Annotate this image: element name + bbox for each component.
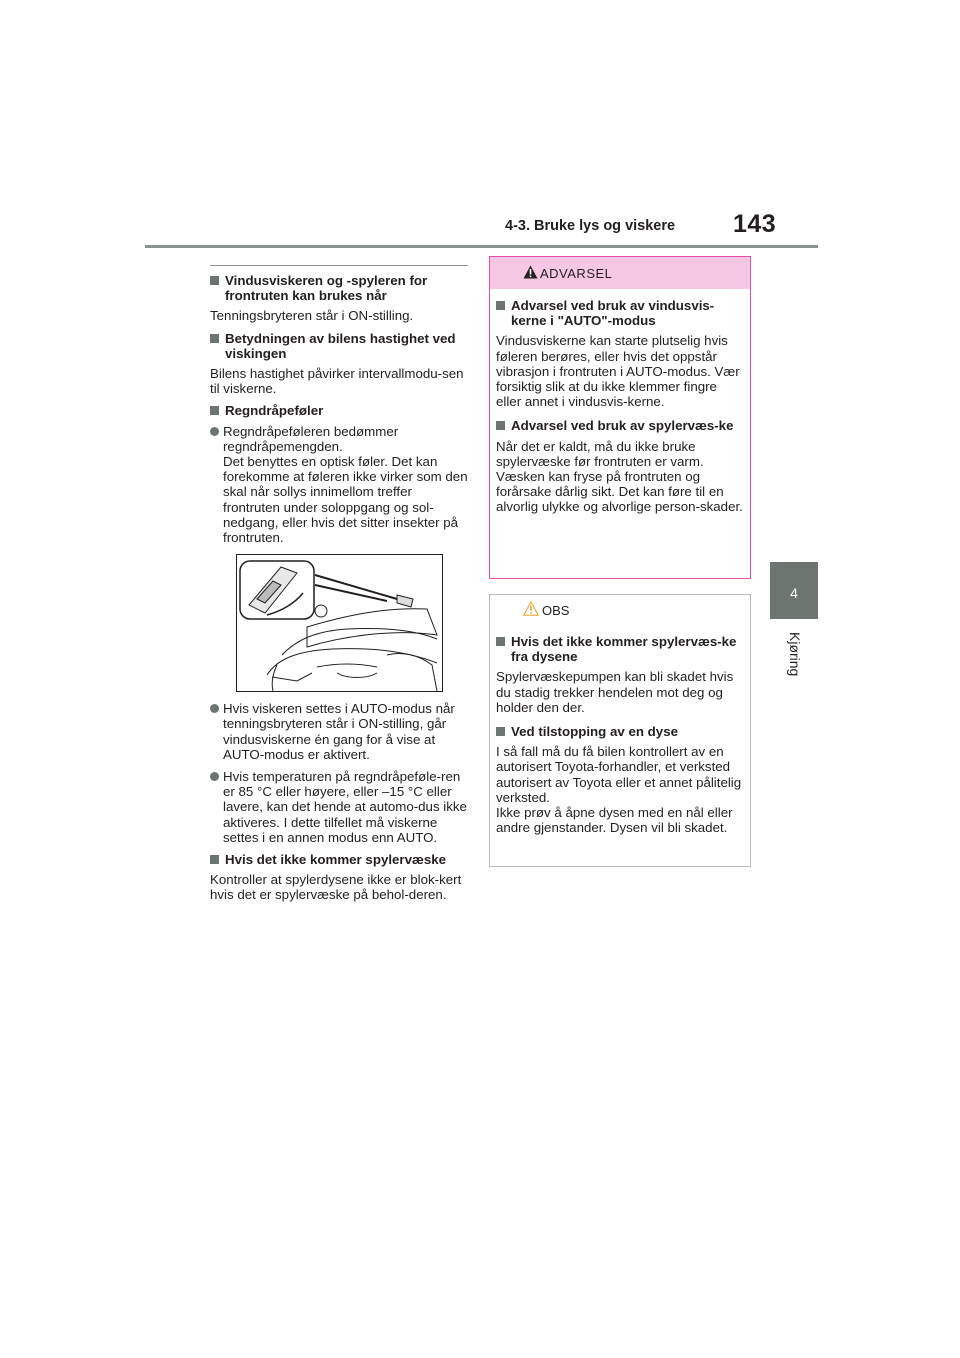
heading-vehicle-speed: Betydningen av bilens hastighet ved viskingen: [210, 331, 468, 361]
paragraph-ignition: Tenningsbryteren står i ON-stilling.: [210, 308, 414, 324]
paragraph-check-nozzles: Kontroller at spylerdysene ikke er blok-kert hvis det er spylervæske på behol-deren.: [210, 872, 462, 903]
notice-heading-no-fluid: Hvis det ikke kommer spylervæs-ke fra dysene: [496, 634, 744, 664]
column-top-rule: [210, 265, 468, 270]
warning-paragraph-auto-mode: Vindusviskerne kan starte plutselig hvis føleren berøres, eller hvis det oppstår vibrasjon i frontruten i AUTO-modus. Vær forsiktig slik at du ikke klemmer fingre eller annet i vindusvis-kerne.: [496, 333, 740, 410]
warning-box: [489, 256, 751, 579]
page-number: 143: [733, 210, 777, 238]
section-title: 4-3. Bruke lys og viskere: [505, 218, 676, 234]
notice-body: [490, 625, 750, 835]
warning-triangle-icon: [523, 265, 538, 279]
chapter-tab[interactable]: [770, 562, 818, 619]
notice-heading-clogged-nozzle: Ved tilstopping av en dyse: [496, 724, 744, 739]
warning-paragraph-washer-fluid: Når det er kaldt, må du ikke bruke spylervæske før frontruten er varm. Væsken kan fryse på frontruten og forårsake dårlig sikt. Det kan føre til en alvorlig ulykke og alvorlige person-skader.: [496, 438, 743, 515]
chapter-title: Kjøring: [787, 632, 803, 677]
warning-header: [490, 257, 750, 289]
notice-paragraph-clogged-nozzle: I så fall må du få bilen kontrollert av en autorisert Toyota-forhandler, et verksted autorisert av Toyota eller et annet pålitelig verksted. Ikke prøv å åpne dysen med en nål eller andre gjenstander. Dysen vil bli skadet.: [496, 744, 742, 836]
notice-paragraph-pump: Spylervæskepumpen kan bli skadet hvis du stadig trekker hendelen mot deg og holder den der.: [496, 669, 734, 715]
warning-body: [490, 289, 750, 515]
header-rule: [145, 245, 818, 248]
chapter-number: 4: [790, 585, 798, 601]
rain-sensor-illustration: [236, 554, 443, 692]
warning-heading-auto-mode: Advarsel ved bruk av vindusvis-kerne i "AUTO"-modus: [496, 298, 744, 328]
warning-title: ADVARSEL: [540, 266, 613, 281]
bullet-rain-sensor-info: Regndråpeføleren bedømmer regndråpemengden. Det benyttes en optisk føler. Det kan forekomme at føleren ikke virker som den skal når sollys innimellom treffer frontruten under soloppgang og sol-nedgang, eller hvis det sitter insekter på frontruten.: [210, 424, 468, 546]
heading-rain-sensor: Regndråpeføler: [210, 403, 468, 418]
notice-triangle-icon: [523, 601, 539, 616]
notice-box: [489, 594, 751, 867]
heading-no-washer-fluid: Hvis det ikke kommer spylervæske: [210, 852, 468, 867]
bullet-temperature: Hvis temperaturen på regndråpeføle-ren er 85 °C eller høyere, eller –15 °C eller lavere, kan det hende at automo-dus ikke aktiveres. I dette tilfellet må viskerne settes i en annen modus enn AUTO.: [210, 769, 468, 845]
paragraph-speed-effect: Bilens hastighet påvirker intervallmodu-sen til viskerne.: [210, 366, 464, 397]
warning-heading-washer-fluid: Advarsel ved bruk av spylervæs-ke: [496, 418, 744, 433]
heading-usage-condition: Vindusviskeren og -spyleren for frontruten kan brukes når: [210, 273, 468, 303]
notice-title: OBS: [542, 603, 570, 618]
notice-header: [490, 595, 750, 625]
left-column: [210, 265, 468, 910]
bullet-auto-mode: Hvis viskeren settes i AUTO-modus når tenningsbryteren står i ON-stilling, går vindusviskerne én gang for å vise at AUTO-modus er aktivert.: [210, 701, 468, 762]
car-windshield-sensor-drawing: [237, 555, 442, 691]
